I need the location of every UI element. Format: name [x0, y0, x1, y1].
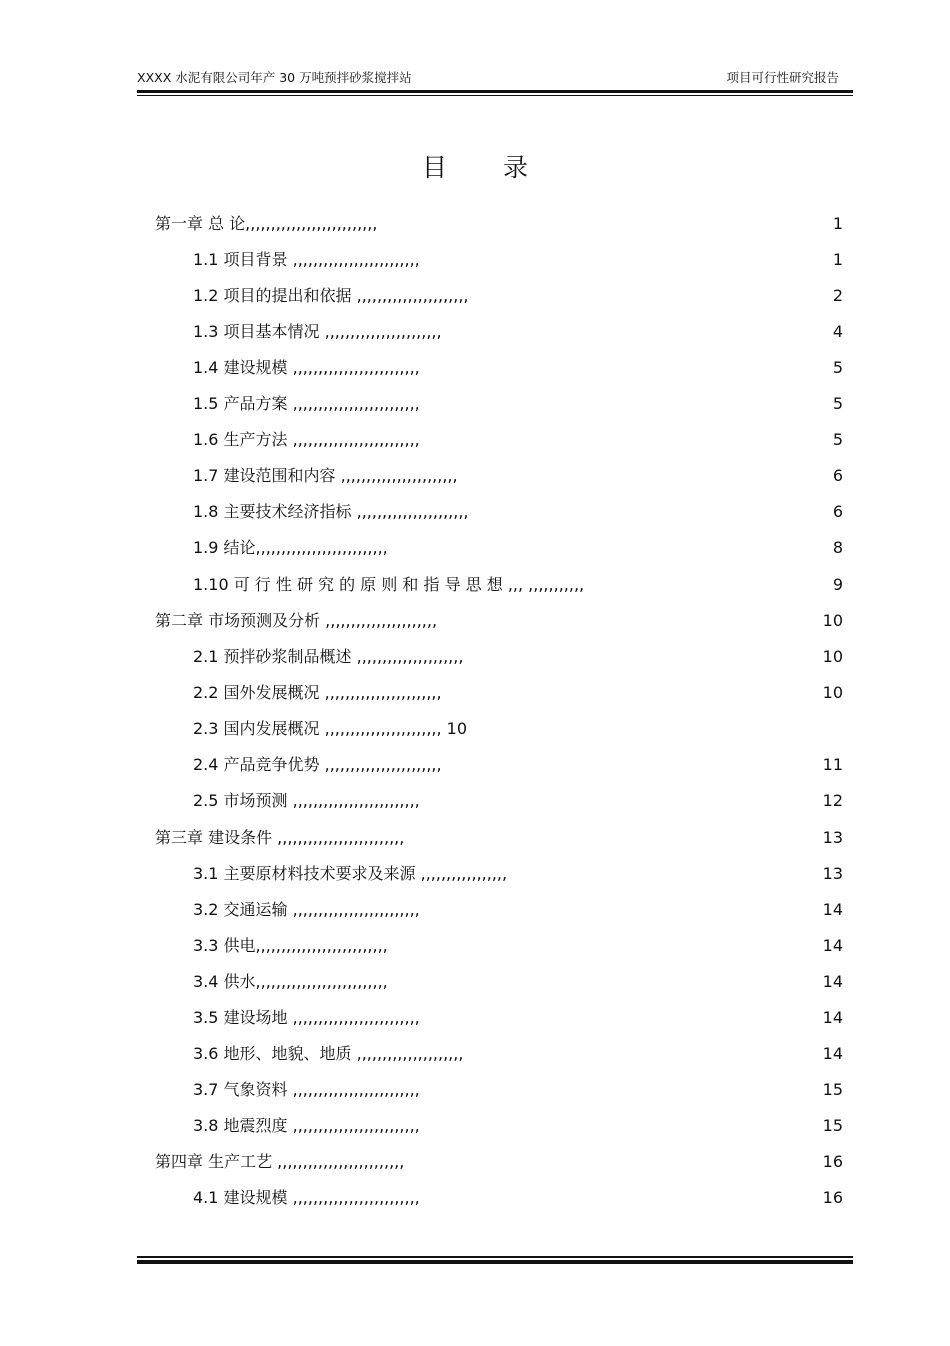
header-rule-thin [137, 95, 853, 96]
toc-entry-label: 3.6 地形、地貌、地质 ,,,,,,,,,,,,,,,,,,,,, [193, 1044, 464, 1063]
toc-page-number: 13 [822, 828, 843, 847]
toc-chapter-row[interactable] [155, 1148, 845, 1176]
toc-section-row[interactable] [193, 1004, 845, 1032]
toc-page-number: 10 [822, 647, 843, 666]
toc-page-number: 1 [832, 250, 843, 269]
toc-chapter-row[interactable] [155, 210, 845, 238]
toc-section-row[interactable] [193, 354, 845, 382]
toc-entry-label: 1.2 项目的提出和依据 ,,,,,,,,,,,,,,,,,,,,,, [193, 286, 469, 305]
toc-entry-label: 3.4 供水,,,,,,,,,,,,,,,,,,,,,,,,,, [193, 972, 388, 991]
footer-rule-thin [137, 1256, 853, 1258]
footer-rule-thick [137, 1260, 853, 1264]
toc-section-row[interactable] [193, 426, 845, 454]
toc-page-number: 1 [832, 214, 843, 233]
toc-entry-label: 1.4 建设规模 ,,,,,,,,,,,,,,,,,,,,,,,,, [193, 358, 420, 377]
toc-entry-label: 2.4 产品竞争优势 ,,,,,,,,,,,,,,,,,,,,,,, [193, 755, 442, 774]
toc-chapter-row[interactable] [155, 824, 845, 852]
toc-section-row[interactable] [193, 1184, 845, 1212]
toc-page-number: 10 [822, 611, 843, 630]
toc-section-row[interactable] [193, 462, 845, 490]
toc-section-row[interactable] [193, 246, 845, 274]
toc-section-row[interactable] [193, 751, 845, 779]
toc-page-number: 14 [822, 1008, 843, 1027]
toc-page-number: 11 [822, 755, 843, 774]
toc-entry-label: 1.7 建设范围和内容 ,,,,,,,,,,,,,,,,,,,,,,, [193, 466, 458, 485]
toc-section-row[interactable] [193, 498, 845, 526]
toc-page-number: 9 [832, 575, 843, 594]
toc-section-row[interactable] [193, 390, 845, 418]
toc-page-number: 6 [832, 466, 843, 485]
toc-section-row[interactable] [193, 679, 845, 707]
toc-page-number: 6 [832, 502, 843, 521]
toc-section-row[interactable] [193, 1040, 845, 1068]
header-report-type: 项目可行性研究报告 [726, 70, 839, 85]
toc-entry-label: 3.7 气象资料 ,,,,,,,,,,,,,,,,,,,,,,,,, [193, 1080, 420, 1099]
toc-section-row[interactable] [193, 715, 845, 743]
toc-page-number: 8 [832, 538, 843, 557]
toc-page-number: 10 [822, 683, 843, 702]
toc-entry-label: 2.1 预拌砂浆制品概述 ,,,,,,,,,,,,,,,,,,,,, [193, 647, 464, 666]
header-rule-thick [137, 90, 853, 93]
toc-section-row[interactable] [193, 860, 845, 888]
toc-page-number: 14 [822, 1044, 843, 1063]
toc-entry-label: 1.10 可 行 性 研 究 的 原 则 和 指 导 思 想 ,,, ,,,,,,,,,,, [193, 575, 585, 594]
toc-entry-label: 1.8 主要技术经济指标 ,,,,,,,,,,,,,,,,,,,,,, [193, 502, 469, 521]
page-title: 目录 [421, 153, 584, 182]
toc-section-row[interactable] [193, 968, 845, 996]
toc-page-number: 15 [822, 1080, 843, 1099]
toc-section-row[interactable] [193, 896, 845, 924]
toc-page-number: 14 [822, 972, 843, 991]
toc-section-row[interactable] [193, 318, 845, 346]
toc-entry-label: 第三章 建设条件 ,,,,,,,,,,,,,,,,,,,,,,,,, [155, 828, 405, 847]
toc-section-row[interactable] [193, 282, 845, 310]
toc-page-number: 15 [822, 1116, 843, 1135]
toc-entry-label: 3.5 建设场地 ,,,,,,,,,,,,,,,,,,,,,,,,, [193, 1008, 420, 1027]
toc-page-number: 12 [822, 791, 843, 810]
toc-page-number: 5 [832, 394, 843, 413]
toc-entry-label: 3.8 地震烈度 ,,,,,,,,,,,,,,,,,,,,,,,,, [193, 1116, 420, 1135]
toc-page-number: 5 [832, 430, 843, 449]
toc-entry-label: 1.6 生产方法 ,,,,,,,,,,,,,,,,,,,,,,,,, [193, 430, 420, 449]
toc-page-number: 14 [822, 900, 843, 919]
toc-entry-label: 第一章 总 论,,,,,,,,,,,,,,,,,,,,,,,,,, [155, 214, 378, 233]
toc-entry-label: 第二章 市场预测及分析 ,,,,,,,,,,,,,,,,,,,,,, [155, 611, 438, 630]
toc-page-number: 16 [822, 1188, 843, 1207]
toc-page-number: 16 [822, 1152, 843, 1171]
toc-entry-label: 2.2 国外发展概况 ,,,,,,,,,,,,,,,,,,,,,,, [193, 683, 442, 702]
toc-entry-label: 1.1 项目背景 ,,,,,,,,,,,,,,,,,,,,,,,,, [193, 250, 420, 269]
header-document-title: XXXX 水泥有限公司年产 30 万吨预拌砂浆搅拌站 [137, 70, 412, 85]
toc-entry-label: 1.9 结论,,,,,,,,,,,,,,,,,,,,,,,,,, [193, 538, 388, 557]
toc-page-number: 13 [822, 864, 843, 883]
toc-section-row[interactable] [193, 1076, 845, 1104]
toc-section-row[interactable] [193, 643, 845, 671]
toc-entry-label: 2.5 市场预测 ,,,,,,,,,,,,,,,,,,,,,,,,, [193, 791, 420, 810]
toc-section-row[interactable] [193, 571, 845, 599]
toc-section-row[interactable] [193, 787, 845, 815]
toc-entry-label: 3.3 供电,,,,,,,,,,,,,,,,,,,,,,,,,, [193, 936, 388, 955]
toc-entry-label: 2.3 国内发展概况 ,,,,,,,,,,,,,,,,,,,,,,, 10 [193, 719, 468, 738]
toc-section-row[interactable] [193, 534, 845, 562]
toc-entry-label: 1.3 项目基本情况 ,,,,,,,,,,,,,,,,,,,,,,, [193, 322, 442, 341]
toc-entry-label: 第四章 生产工艺 ,,,,,,,,,,,,,,,,,,,,,,,,, [155, 1152, 405, 1171]
toc-entry-label: 1.5 产品方案 ,,,,,,,,,,,,,,,,,,,,,,,,, [193, 394, 420, 413]
toc-entry-label: 3.1 主要原材料技术要求及来源 ,,,,,,,,,,,,,,,,, [193, 864, 508, 883]
toc-section-row[interactable] [193, 932, 845, 960]
toc-page-number: 2 [832, 286, 843, 305]
toc-page-number: 14 [822, 936, 843, 955]
toc-entry-label: 4.1 建设规模 ,,,,,,,,,,,,,,,,,,,,,,,,, [193, 1188, 420, 1207]
toc-page-number: 4 [832, 322, 843, 341]
toc-entry-label: 3.2 交通运输 ,,,,,,,,,,,,,,,,,,,,,,,,, [193, 900, 420, 919]
toc-page-number: 5 [832, 358, 843, 377]
toc-section-row[interactable] [193, 1112, 845, 1140]
toc-chapter-row[interactable] [155, 607, 845, 635]
